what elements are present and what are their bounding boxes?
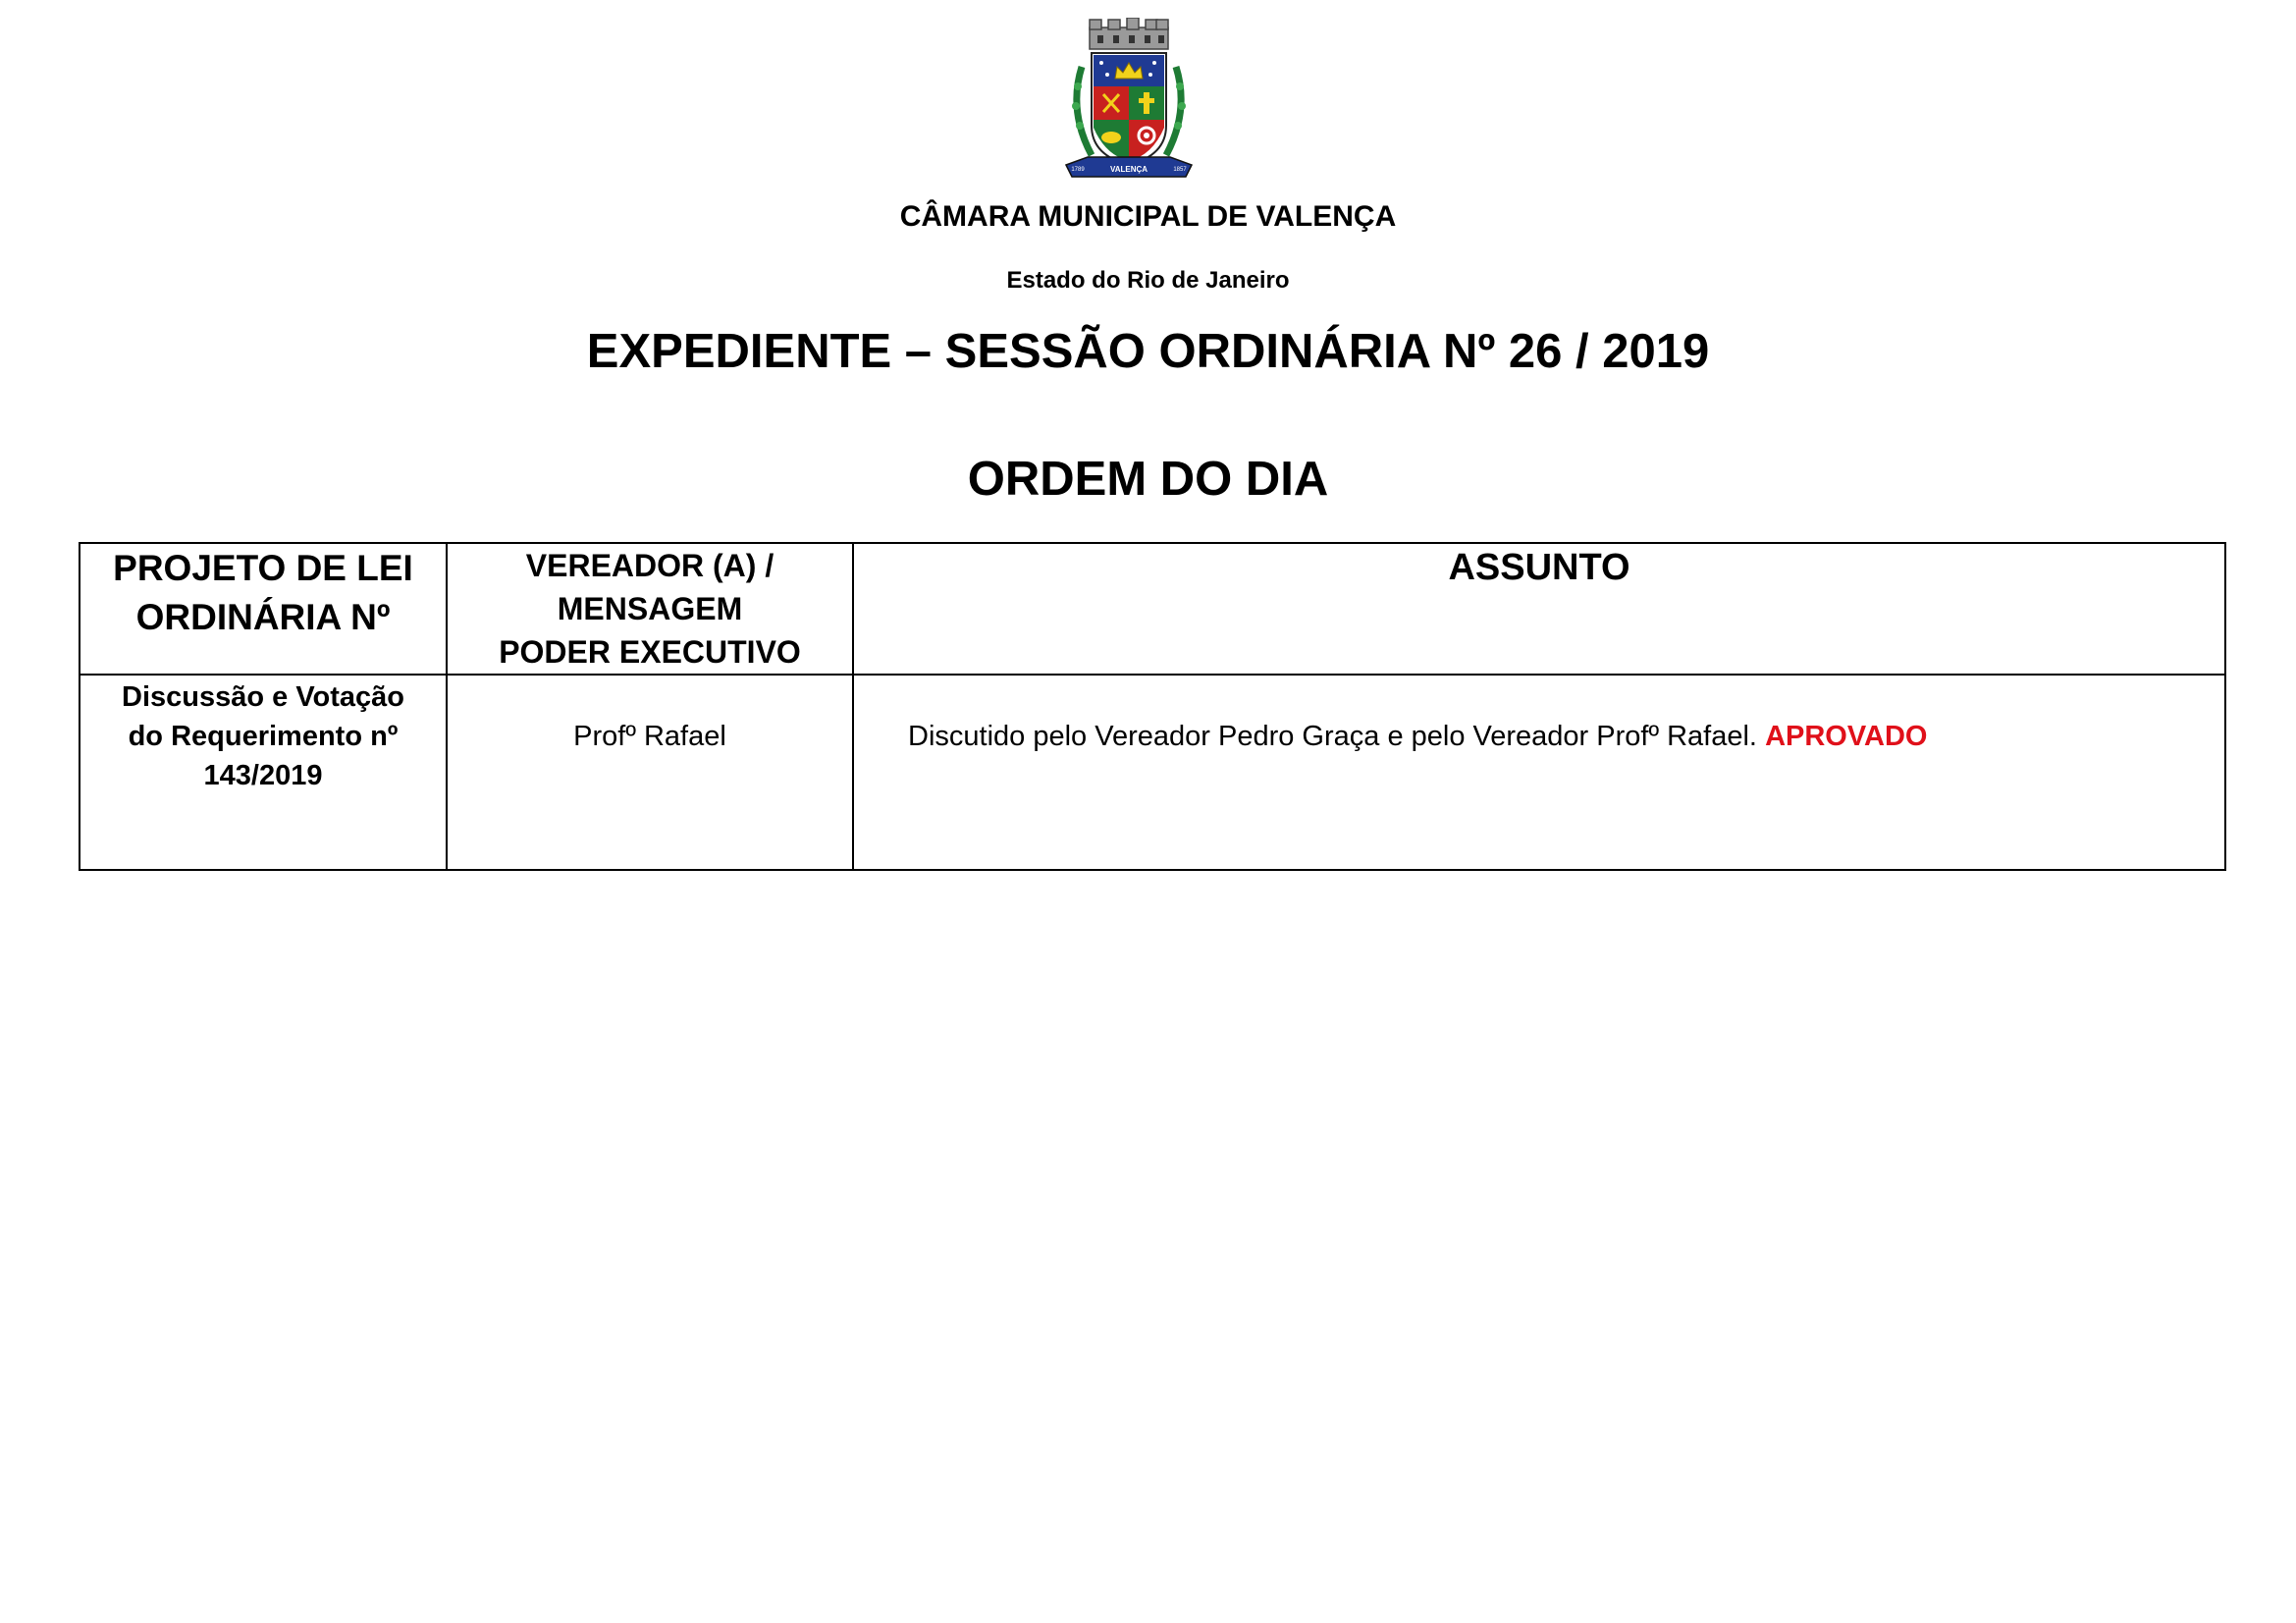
projeto-line: 143/2019	[203, 760, 323, 791]
projeto-line: do Requerimento nº	[128, 721, 399, 752]
svg-text:1789: 1789	[1071, 167, 1085, 173]
organization-name: CÂMARA MUNICIPAL DE VALENÇA	[899, 200, 1397, 233]
cell-assunto	[853, 675, 2225, 870]
state-name: Estado do Rio de Janeiro	[1006, 267, 1290, 294]
coat-of-arms	[1062, 18, 1196, 185]
header-assunto: ASSUNTO	[853, 543, 2225, 675]
header-projeto-de-lei	[80, 543, 447, 675]
cell-vereador: Profº Rafael	[447, 675, 853, 870]
municipal-coat-of-arms-icon	[1062, 18, 1196, 185]
header-vereador	[447, 543, 853, 675]
status-badge: APROVADO	[1765, 721, 1928, 752]
header-vereador-line: VEREADOR (A) /	[525, 548, 774, 583]
agenda-title: ORDEM DO DIA	[967, 453, 1329, 506]
projeto-line: Discussão e Votação	[122, 681, 404, 713]
svg-text:VALENÇA: VALENÇA	[1109, 165, 1148, 174]
cell-projeto	[80, 675, 447, 870]
header-vereador-line: MENSAGEM	[557, 591, 743, 626]
assunto-text: Discutido pelo Vereador Pedro Graça e pelo Vereador Profº Rafael.	[908, 721, 1757, 752]
header-projeto-line: ORDINÁRIA Nº	[135, 597, 391, 637]
svg-text:1857: 1857	[1173, 167, 1187, 173]
table-row	[80, 675, 2225, 870]
table-header-row	[80, 543, 2225, 675]
header-vereador-line: PODER EXECUTIVO	[499, 634, 801, 670]
session-title: EXPEDIENTE – SESSÃO ORDINÁRIA Nº 26 / 2019	[586, 325, 1710, 378]
agenda-table	[79, 542, 2226, 871]
header-projeto-line: PROJETO DE LEI	[113, 548, 413, 588]
